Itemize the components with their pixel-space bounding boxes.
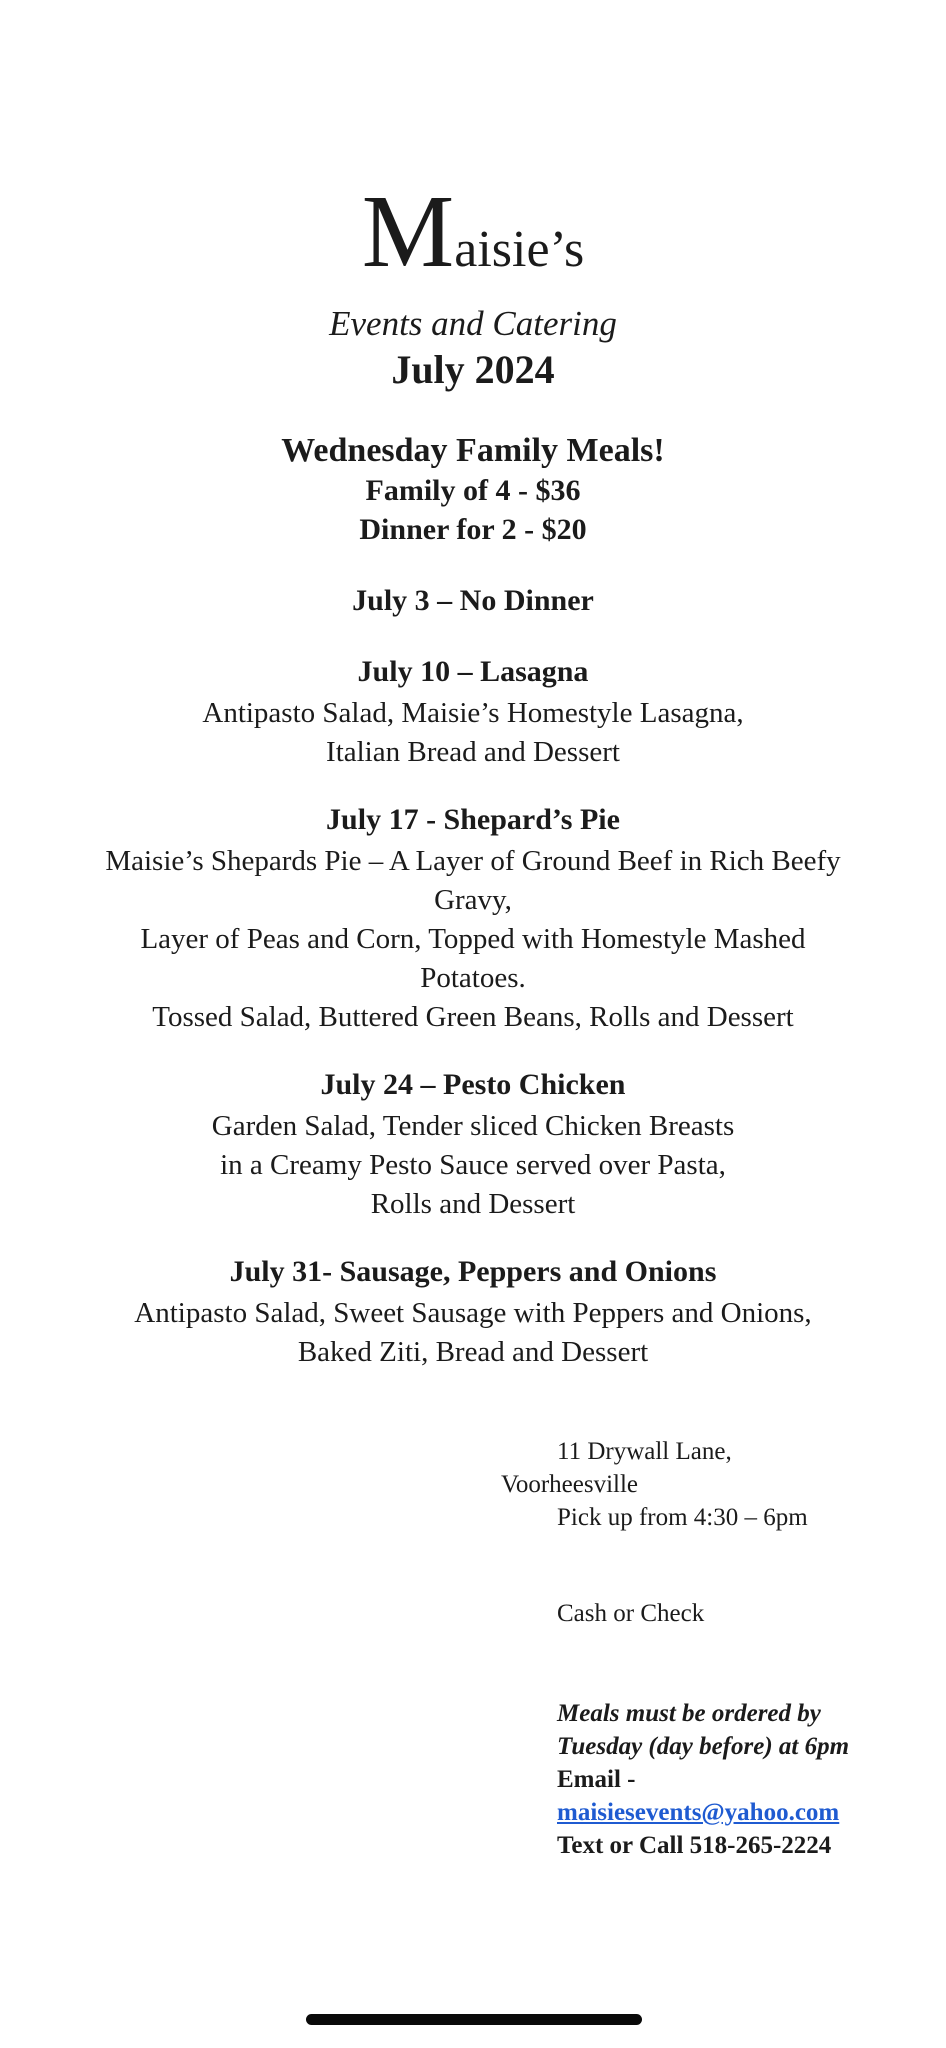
- menu-description-jul17: [0, 842, 946, 1037]
- menu-heading-jul24: July 24 – Pesto Chicken: [320, 1068, 626, 1101]
- phone-line: Text or Call 518-265-2224: [557, 1832, 832, 1859]
- menu-description-jul10: [0, 694, 946, 772]
- menu-heading-jul10: July 10 – Lasagna: [357, 655, 589, 688]
- family-meals-title: Wednesday Family Meals!: [281, 432, 665, 469]
- email-link[interactable]: maisiesevents@yahoo.com: [557, 1799, 840, 1826]
- logo-initial: M: [361, 174, 455, 289]
- menu-line: Garden Salad, Tender sliced Chicken Breasts: [211, 1110, 735, 1142]
- payment-methods: Cash or Check: [557, 1600, 705, 1627]
- menu-line: Maisie’s Shepards Pie – A Layer of Ground Beef in Rich Beefy: [105, 845, 841, 877]
- menu-line: Rolls and Dessert: [370, 1188, 576, 1220]
- menu-line: in a Creamy Pesto Sauce served over Pasta,: [220, 1149, 726, 1181]
- menu-line: Antipasto Salad, Maisie’s Homestyle Lasagna,: [202, 697, 744, 729]
- menu-line: Baked Ziti, Bread and Dessert: [297, 1336, 649, 1368]
- price-dinner-for-2: Dinner for 2 - $20: [359, 513, 587, 546]
- maisies-logo: [0, 174, 946, 289]
- menu-heading-jul31: July 31- Sausage, Peppers and Onions: [229, 1255, 717, 1288]
- home-indicator[interactable]: [306, 2014, 642, 2025]
- tagline: Events and Catering: [329, 304, 617, 343]
- order-deadline-line-2: Tuesday (day before) at 6pm: [557, 1733, 850, 1760]
- menu-line: Potatoes.: [420, 962, 526, 994]
- menu-line: Antipasto Salad, Sweet Sausage with Peppers and Onions,: [134, 1297, 812, 1329]
- menu-heading-jul3: July 3 – No Dinner: [352, 584, 594, 617]
- order-deadline-line-1: Meals must be ordered by: [557, 1700, 821, 1727]
- menu-description-jul24: [0, 1107, 946, 1224]
- menu-heading-jul17: July 17 - Shepard’s Pie: [326, 803, 620, 836]
- menu-line: Layer of Peas and Corn, Topped with Homestyle Mashed: [140, 923, 806, 955]
- address-line-2: Voorheesville: [501, 1471, 639, 1498]
- price-family-of-4: Family of 4 - $36: [365, 474, 581, 507]
- email-label: Email -: [557, 1766, 636, 1793]
- menu-description-jul31: [0, 1294, 946, 1372]
- address-line-1: 11 Drywall Lane,: [557, 1438, 732, 1465]
- pickup-time: Pick up from 4:30 – 6pm: [557, 1504, 808, 1531]
- menu-line: Gravy,: [434, 884, 512, 916]
- month-title: July 2024: [391, 347, 555, 392]
- ordering-info: [557, 1697, 849, 1862]
- menu-line: Tossed Salad, Buttered Green Beans, Rolls and Dessert: [152, 1001, 794, 1033]
- logo-rest: aisie’s: [454, 221, 585, 278]
- menu-line: Italian Bread and Dessert: [326, 736, 620, 768]
